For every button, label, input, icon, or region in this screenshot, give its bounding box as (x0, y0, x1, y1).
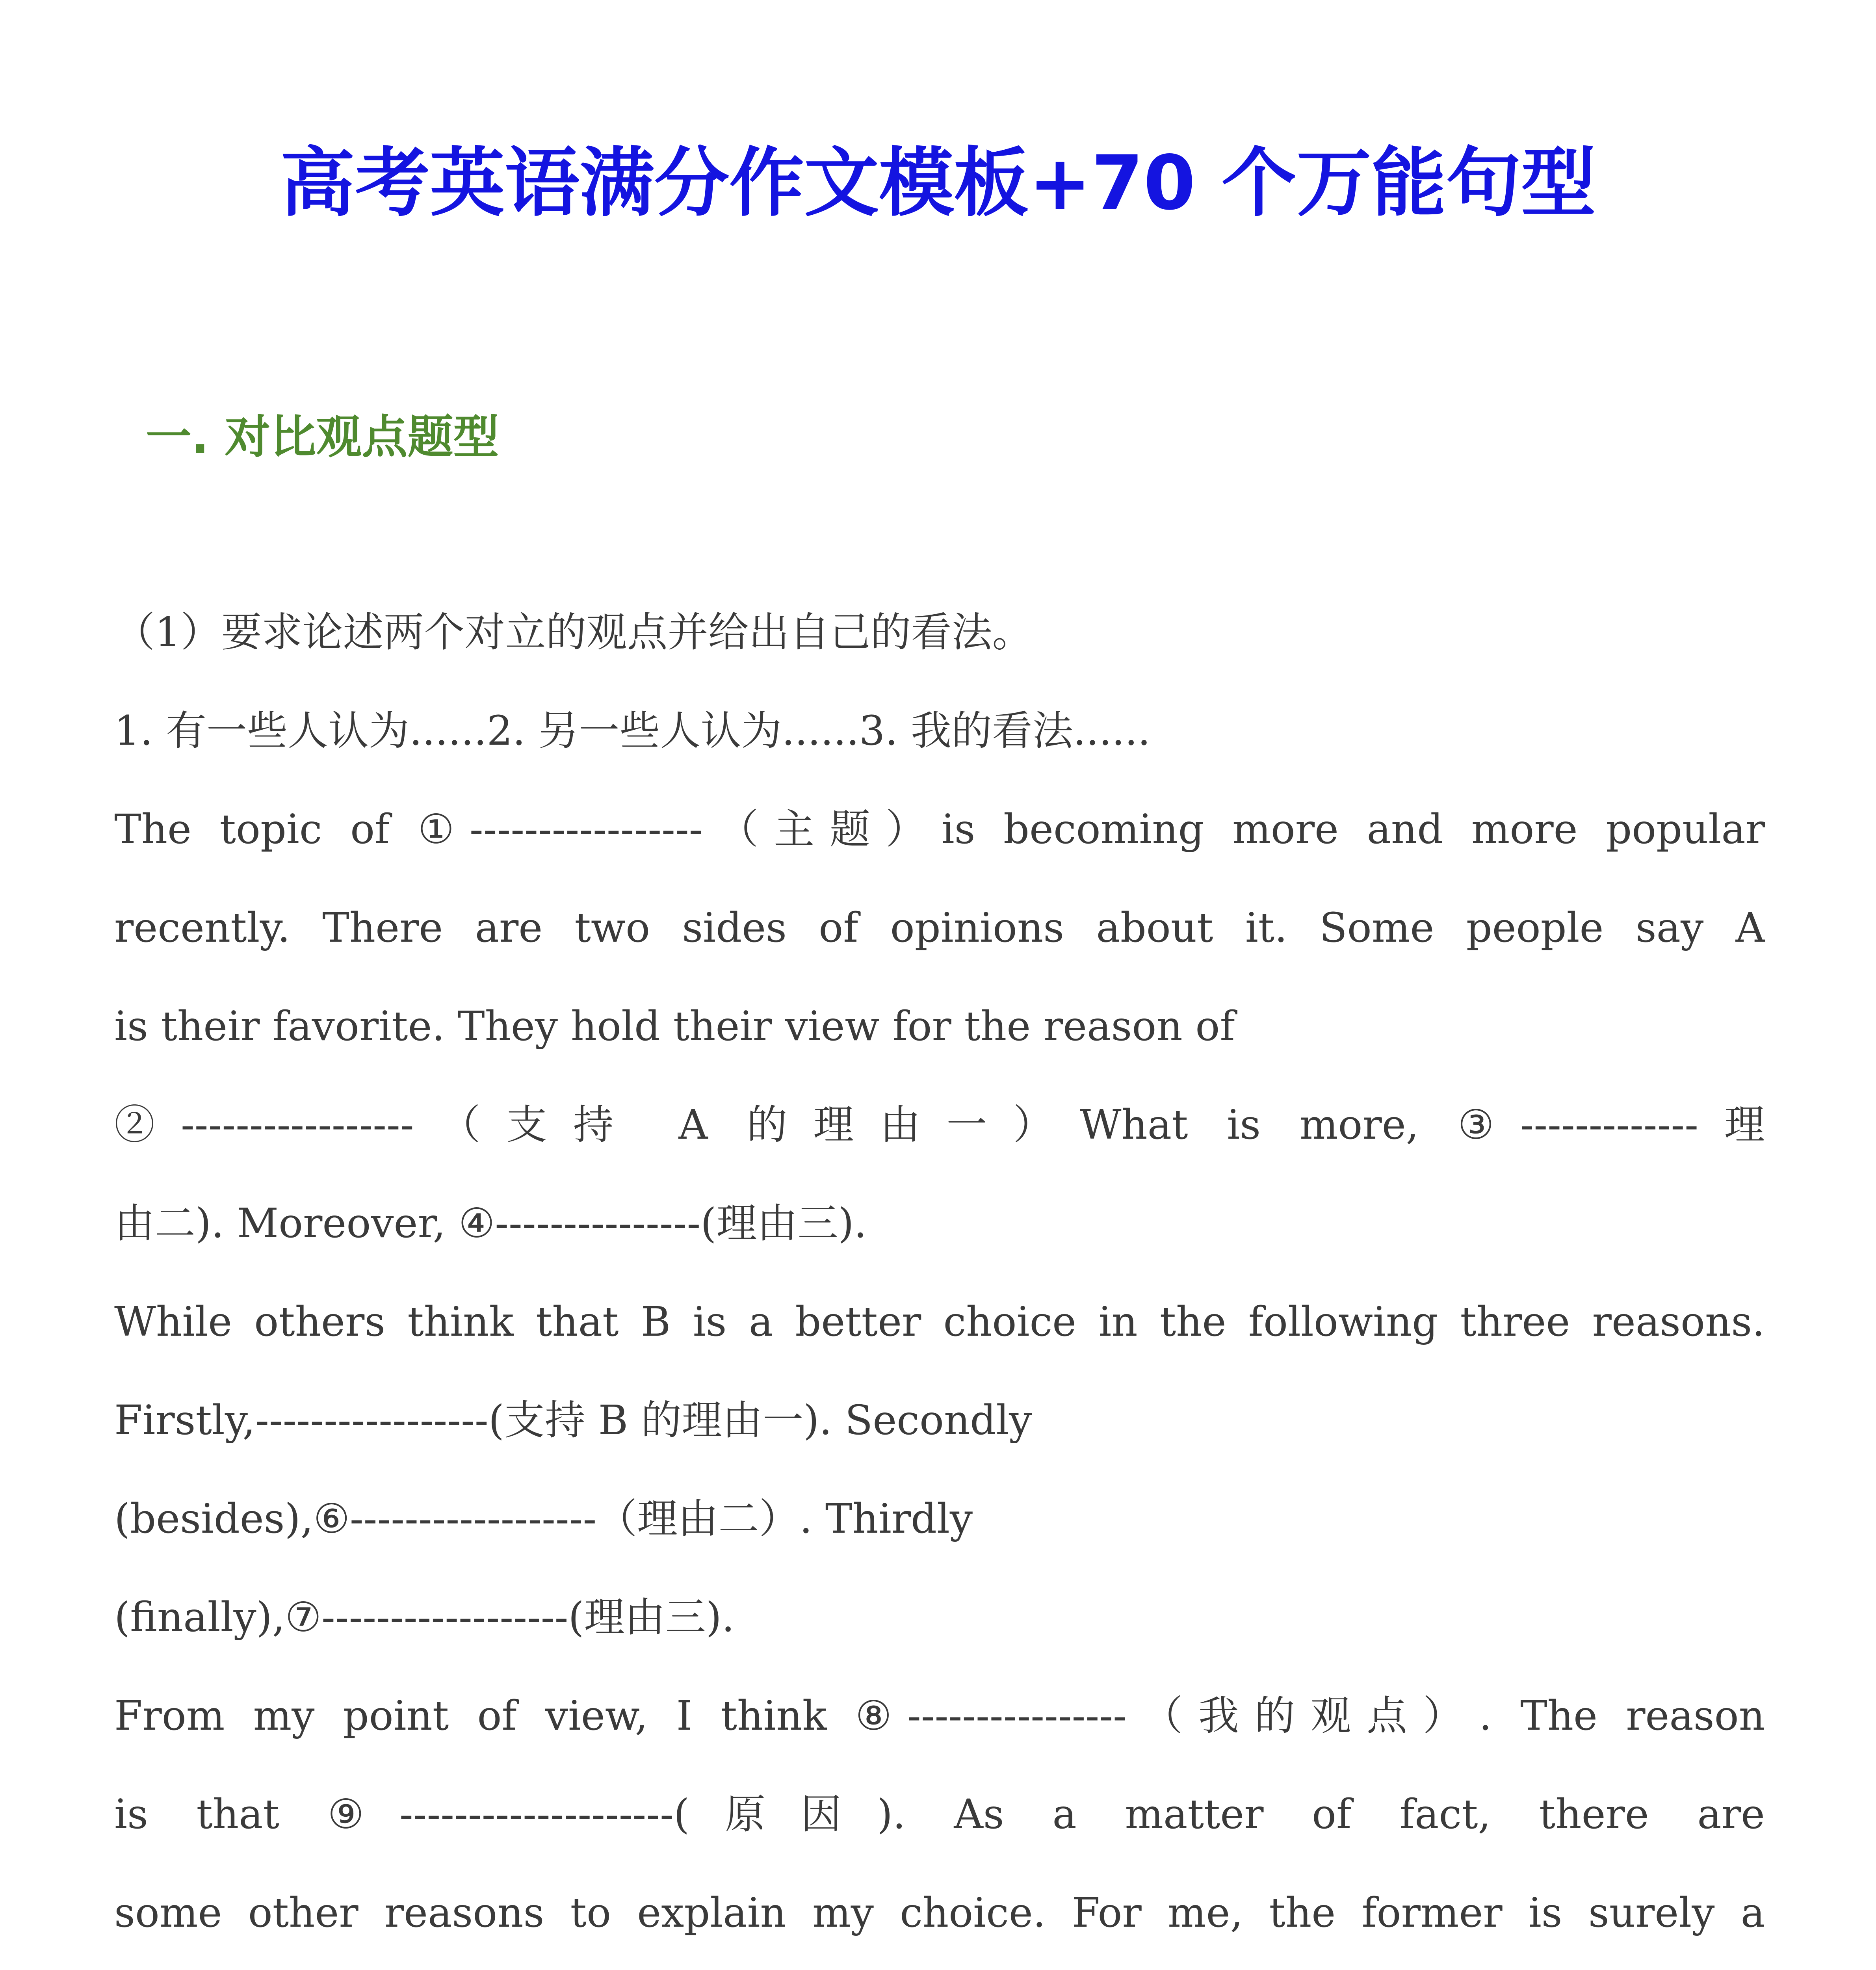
paragraph-line: is their favorite. They hold their view for the reason of (114, 1003, 1235, 1050)
paragraph-line: From my point of view, I think ⑧----------------（我的观点）. The reason (114, 1692, 1765, 1740)
paragraph-line: (besides),⑥------------------（理由二）. Thirdly (114, 1495, 973, 1543)
paragraph-line: 由二). Moreover, ④---------------(理由三). (114, 1200, 867, 1247)
paragraph-line: （1）要求论述两个对立的观点并给出自己的看法。 (114, 609, 1033, 656)
paragraph-line: 1. 有一些人认为......2. 另一些人认为......3. 我的看法...... (114, 707, 1151, 755)
paragraph-line: While others think that B is a better choice in the following three reasons. (114, 1298, 1765, 1346)
section-heading: 一. 对比观点题型 (146, 411, 499, 464)
paragraph-line: some other reasons to explain my choice. For me, the former is surely a (114, 1889, 1765, 1937)
paragraph-line: is that ⑨--------------------(原因). As a matter of fact, there are (114, 1791, 1765, 1838)
page-title: 高考英语满分作文模板+70 个万能句型 (280, 139, 1596, 227)
paragraph-line: ②-----------------（支持 A 的理由一）What is more, ③-------------理 (114, 1101, 1765, 1149)
paragraph-line: The topic of ①-----------------（主题）is becoming more and more popular (114, 806, 1765, 853)
paragraph-line: (finally),⑦------------------(理由三). (114, 1594, 735, 1641)
paragraph-line: recently. There are two sides of opinions about it. Some people say A (114, 904, 1765, 952)
paragraph-line: Firstly,-----------------(支持 B 的理由一). Secondly (114, 1397, 1032, 1444)
